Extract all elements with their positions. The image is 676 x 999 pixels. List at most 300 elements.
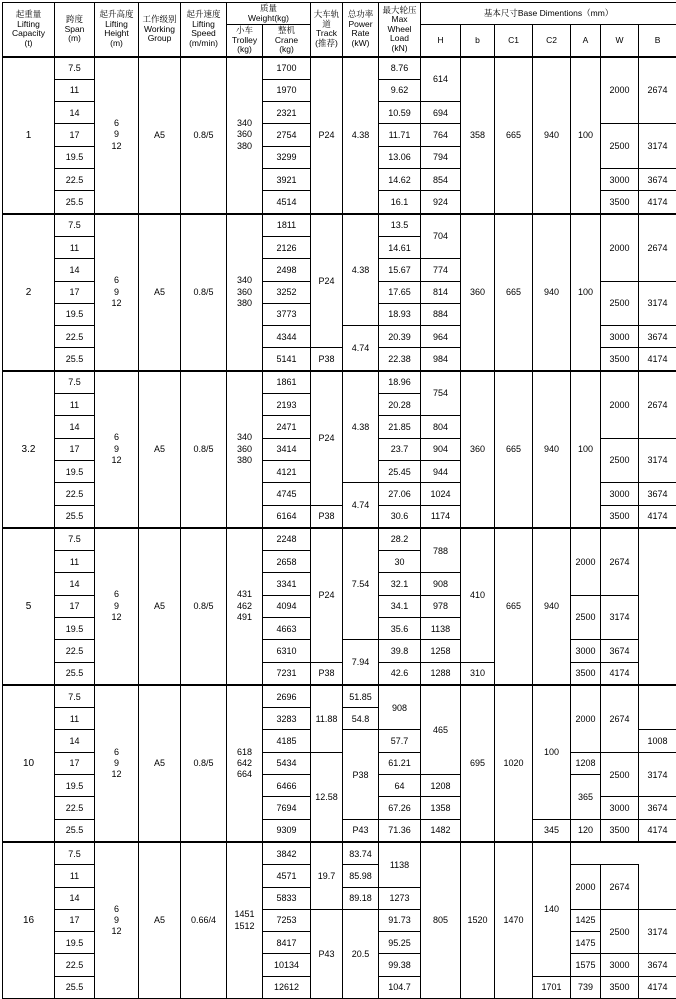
cell-working-group: A5 (139, 57, 181, 214)
header-lifting-capacity: 起重量 Lifting Capacity (t) (3, 3, 55, 57)
cell-dim-W: 3000 (601, 169, 639, 191)
cell-span: 7.5 (55, 528, 95, 551)
cell-max-wheel-load: 20.39 (379, 326, 421, 348)
cell-crane-weight: 10134 (263, 954, 311, 976)
cell-max-wheel-load: 57.7 (379, 730, 421, 752)
cell-dim-H: 1358 (421, 797, 461, 819)
cell-crane-weight: 2754 (263, 124, 311, 146)
cell-dim-C2: 940 (533, 371, 571, 528)
cell-dim-b: 739 (571, 976, 601, 998)
cell-lifting-speed: 0.8/5 (181, 685, 227, 842)
cell-track: P24 (311, 57, 343, 214)
cell-dim-B: 2674 (601, 865, 639, 910)
cell-crane-weight: 3773 (263, 303, 311, 325)
header-lifting-speed: 起升速度 Lifting Speed (m/min) (181, 3, 227, 57)
cell-dim-A: 100 (533, 685, 571, 819)
cell-lifting-height: 6 9 12 (95, 842, 139, 999)
cell-dim-W: 2000 (601, 371, 639, 438)
header-trolley-weight: 小车 Trolley (kg) (227, 25, 263, 57)
cell-crane-weight: 4121 (263, 460, 311, 482)
cell-dim-H: 908 (421, 573, 461, 595)
cell-crane-weight: 4571 (263, 865, 311, 887)
cell-span: 19.5 (55, 460, 95, 482)
cell-dim-B: 3674 (601, 640, 639, 662)
header-dim-b: b (461, 25, 495, 57)
cell-lifting-capacity: 16 (3, 842, 55, 999)
cell-track: P38 (343, 730, 379, 819)
cell-max-wheel-load: 34.1 (379, 595, 421, 617)
cell-dim-A: 100 (571, 371, 601, 528)
cell-track: P43 (311, 909, 343, 998)
cell-span: 11 (55, 394, 95, 416)
cell-crane-weight: 3283 (263, 708, 311, 730)
cell-max-wheel-load: 28.2 (379, 528, 421, 551)
cell-power-rate: 4.38 (343, 371, 379, 483)
cell-span: 25.5 (55, 819, 95, 842)
cell-lifting-capacity: 1 (3, 57, 55, 214)
cell-dim-C1: 665 (495, 214, 533, 371)
cell-dim-b: 365 (571, 775, 601, 820)
header-row-1 (3, 3, 676, 25)
header-dim-A: A (571, 25, 601, 57)
cell-crane-weight: 4514 (263, 191, 311, 214)
cell-trolley-weight: 618 642 664 (227, 685, 263, 842)
cell-power-rate: 7.94 (343, 640, 379, 685)
cell-max-wheel-load: 15.67 (379, 259, 421, 281)
cell-power-rate: 19.7 (311, 842, 343, 909)
cell-dim-H: 704 (421, 214, 461, 259)
cell-crane-weight: 12612 (263, 976, 311, 998)
cell-dim-B: 2674 (639, 214, 676, 281)
cell-dim-C1: 695 (461, 685, 495, 842)
cell-span: 17 (55, 752, 95, 774)
cell-crane-weight: 2658 (263, 551, 311, 573)
cell-dim-B: 3674 (639, 483, 676, 505)
cell-dim-H: 854 (421, 169, 461, 191)
cell-dim-W: 2500 (601, 909, 639, 954)
cell-max-wheel-load: 35.6 (379, 618, 421, 640)
cell-span: 19.5 (55, 932, 95, 954)
header-span: 跨度 Span (m) (55, 3, 95, 57)
cell-trolley-weight: 340 360 380 (227, 214, 263, 371)
cell-span: 14 (55, 887, 95, 909)
cell-crane-weight: 1700 (263, 57, 311, 80)
cell-max-wheel-load: 99.38 (379, 954, 421, 976)
cell-dim-C2: 940 (533, 528, 571, 685)
header-dim-C1: C1 (495, 25, 533, 57)
cell-span: 7.5 (55, 371, 95, 394)
cell-dim-W: 3500 (571, 662, 601, 685)
cell-dim-B: 3174 (601, 595, 639, 640)
cell-span: 17 (55, 281, 95, 303)
cell-power-rate: 4.38 (343, 57, 379, 214)
cell-crane-weight: 3299 (263, 146, 311, 168)
cell-max-wheel-load: 91.73 (379, 909, 421, 931)
cell-span: 17 (55, 124, 95, 146)
cell-power-rate: 12.58 (311, 752, 343, 842)
cell-dim-B: 4174 (639, 191, 676, 214)
cell-crane-weight: 4745 (263, 483, 311, 505)
cell-max-wheel-load: 9.62 (379, 79, 421, 101)
cell-crane-weight: 1811 (263, 214, 311, 237)
header-dim-W: W (601, 25, 639, 57)
cell-dim-B: 3174 (639, 124, 676, 169)
cell-dim-W: 3500 (601, 505, 639, 528)
cell-crane-weight: 1861 (263, 371, 311, 394)
cell-dim-H: 1208 (571, 752, 601, 774)
cell-dim-C2: 940 (533, 214, 571, 371)
cell-max-wheel-load: 30.6 (379, 505, 421, 528)
cell-span: 7.5 (55, 57, 95, 80)
header-crane-weight: 整机 Crane (kg) (263, 25, 311, 57)
cell-span: 19.5 (55, 618, 95, 640)
cell-crane-weight: 2248 (263, 528, 311, 551)
cell-lifting-capacity: 10 (3, 685, 55, 842)
cell-dim-b: 358 (461, 57, 495, 214)
cell-dim-H: 814 (421, 281, 461, 303)
cell-dim-H: 1273 (379, 887, 421, 909)
cell-track: P24 (311, 214, 343, 348)
cell-lifting-speed: 0.8/5 (181, 214, 227, 371)
cell-dim-H: 964 (421, 326, 461, 348)
cell-max-wheel-load: 64 (379, 775, 421, 797)
cell-trolley-weight: 340 360 380 (227, 57, 263, 214)
cell-dim-H: 908 (379, 685, 421, 730)
cell-crane-weight: 4185 (263, 730, 311, 752)
cell-dim-B: 4174 (639, 819, 676, 842)
cell-dim-H: 764 (421, 124, 461, 146)
cell-dim-H: 904 (421, 438, 461, 460)
cell-crane-weight: 6466 (263, 775, 311, 797)
cell-crane-weight: 5833 (263, 887, 311, 909)
cell-lifting-speed: 0.8/5 (181, 528, 227, 685)
cell-max-wheel-load: 13.06 (379, 146, 421, 168)
table-row (3, 57, 676, 80)
cell-span: 14 (55, 102, 95, 124)
table-row (3, 842, 676, 865)
cell-working-group: A5 (139, 528, 181, 685)
cell-crane-weight: 6310 (263, 640, 311, 662)
cell-span: 17 (55, 595, 95, 617)
cell-max-wheel-load: 23.7 (379, 438, 421, 460)
cell-dim-H: 788 (421, 528, 461, 573)
cell-dim-H: 754 (421, 371, 461, 416)
cell-lifting-speed: 0.8/5 (181, 371, 227, 528)
cell-dim-H: 694 (421, 102, 461, 124)
cell-span: 25.5 (55, 191, 95, 214)
cell-dim-C1: 665 (495, 528, 533, 685)
cell-max-wheel-load: 22.38 (379, 348, 421, 371)
cell-crane-weight: 3842 (263, 842, 311, 865)
cell-span: 22.5 (55, 326, 95, 348)
cell-dim-W: 2500 (601, 438, 639, 483)
table-row (3, 528, 676, 551)
cell-max-wheel-load: 21.85 (379, 416, 421, 438)
cell-dim-B: 3674 (639, 169, 676, 191)
cell-dim-B: 2674 (601, 528, 639, 595)
cell-span: 14 (55, 573, 95, 595)
cell-track: P24 (311, 528, 343, 662)
cell-span: 19.5 (55, 775, 95, 797)
cell-crane-weight: 2696 (263, 685, 311, 708)
cell-max-wheel-load: 16.1 (379, 191, 421, 214)
cell-dim-C2: 1020 (495, 685, 533, 842)
cell-crane-weight: 5141 (263, 348, 311, 371)
cell-track: P38 (311, 505, 343, 528)
cell-dim-W: 3500 (601, 819, 639, 842)
cell-crane-weight: 2471 (263, 416, 311, 438)
cell-track: P24 (311, 371, 343, 505)
cell-power-rate: 11.88 (311, 685, 343, 752)
cell-dim-H: 774 (421, 259, 461, 281)
cell-dim-H: 944 (421, 460, 461, 482)
cell-crane-weight: 4344 (263, 326, 311, 348)
header-max-wheel-load: 最大轮压 Max Wheel Load (kN) (379, 3, 421, 57)
cell-max-wheel-load: 71.36 (379, 819, 421, 842)
cell-crane-weight: 3921 (263, 169, 311, 191)
cell-dim-H: 614 (421, 57, 461, 102)
cell-dim-H: 1024 (421, 483, 461, 505)
cell-max-wheel-load: 10.59 (379, 102, 421, 124)
cell-crane-weight: 6164 (263, 505, 311, 528)
cell-span: 25.5 (55, 348, 95, 371)
cell-crane-weight: 2498 (263, 259, 311, 281)
cell-crane-weight: 5434 (263, 752, 311, 774)
cell-lifting-height: 6 9 12 (95, 371, 139, 528)
cell-dim-B: 3174 (639, 281, 676, 326)
cell-working-group: A5 (139, 685, 181, 842)
cell-lifting-height: 6 9 12 (95, 214, 139, 371)
cell-dim-b: 465 (421, 685, 461, 775)
cell-dim-H: 1208 (421, 775, 461, 797)
cell-dim-W: 2000 (571, 528, 601, 595)
cell-max-wheel-load: 18.96 (379, 371, 421, 394)
cell-dim-H: 1174 (421, 505, 461, 528)
cell-crane-weight: 7231 (263, 662, 311, 685)
header-dim-C2: C2 (533, 25, 571, 57)
cell-dim-H: 884 (421, 303, 461, 325)
cell-power-rate: 20.5 (343, 909, 379, 998)
cell-dim-H: 984 (421, 348, 461, 371)
cell-span: 7.5 (55, 842, 95, 865)
cell-dim-A: 120 (571, 819, 601, 842)
cell-dim-B: 2674 (639, 371, 676, 438)
cell-span: 7.5 (55, 214, 95, 237)
cell-dim-B: 3674 (639, 954, 676, 976)
table-row (3, 685, 676, 708)
cell-dim-B: 3174 (639, 438, 676, 483)
cell-lifting-speed: 0.66/4 (181, 842, 227, 999)
table-row (3, 214, 676, 237)
cell-dim-b: 310 (461, 662, 495, 685)
cell-dim-W: 2500 (601, 752, 639, 797)
cell-max-wheel-load: 25.45 (379, 460, 421, 482)
cell-max-wheel-load: 8.76 (379, 57, 421, 80)
cell-dim-B: 4174 (639, 348, 676, 371)
cell-lifting-capacity: 5 (3, 528, 55, 685)
cell-dim-W: 2500 (601, 281, 639, 326)
cell-dim-B: 3674 (639, 797, 676, 819)
cell-power-rate: 4.74 (343, 483, 379, 528)
cell-dim-A: 100 (571, 214, 601, 371)
cell-working-group: A5 (139, 842, 181, 999)
cell-max-wheel-load: 32.1 (379, 573, 421, 595)
cell-span: 11 (55, 236, 95, 258)
cell-working-group: A5 (139, 371, 181, 528)
cell-dim-W: 2500 (571, 595, 601, 640)
cell-dim-A: 140 (533, 842, 571, 976)
cell-dim-H: 1425 (571, 909, 601, 931)
cell-max-wheel-load: 18.93 (379, 303, 421, 325)
cell-dim-H: 1701 (533, 976, 571, 998)
cell-dim-H: 1482 (421, 819, 461, 842)
cell-trolley-weight: 431 462 491 (227, 528, 263, 685)
header-lifting-height: 起升高度 Lifting Height (m) (95, 3, 139, 57)
cell-max-wheel-load: 14.61 (379, 236, 421, 258)
cell-crane-weight: 2321 (263, 102, 311, 124)
cell-dim-C1: 665 (495, 371, 533, 528)
cell-dim-H: 1008 (639, 730, 676, 752)
cell-dim-H: 804 (421, 416, 461, 438)
cell-dim-B: 4174 (639, 505, 676, 528)
cell-dim-W: 3500 (601, 191, 639, 214)
cell-crane-weight: 2126 (263, 236, 311, 258)
cell-lifting-capacity: 2 (3, 214, 55, 371)
cell-track: P43 (343, 819, 379, 842)
cell-span: 25.5 (55, 505, 95, 528)
cell-dim-H: 1288 (421, 662, 461, 685)
table-body (3, 57, 676, 999)
cell-span: 22.5 (55, 954, 95, 976)
cell-span: 25.5 (55, 976, 95, 998)
cell-max-wheel-load: 14.62 (379, 169, 421, 191)
cell-span: 19.5 (55, 146, 95, 168)
cell-dim-B: 2674 (601, 685, 639, 752)
cell-dim-H: 978 (421, 595, 461, 617)
cell-span: 22.5 (55, 797, 95, 819)
cell-max-wheel-load: 104.7 (379, 976, 421, 998)
cell-span: 11 (55, 79, 95, 101)
cell-dim-C2: 1470 (495, 842, 533, 999)
cell-dim-W: 2000 (601, 214, 639, 281)
cell-span: 7.5 (55, 685, 95, 708)
cell-dim-W: 2500 (601, 124, 639, 169)
cell-lifting-height: 6 9 12 (95, 57, 139, 214)
cell-crane-weight: 4663 (263, 618, 311, 640)
cell-dim-C1: 1520 (461, 842, 495, 999)
cell-max-wheel-load: 54.8 (343, 708, 379, 730)
cell-dim-H: 1138 (421, 618, 461, 640)
cell-crane-weight: 3252 (263, 281, 311, 303)
cell-dim-W: 3500 (601, 976, 639, 998)
header-power-rate: 总功率 Power Rate (kW) (343, 3, 379, 57)
cell-dim-W: 2000 (601, 57, 639, 124)
cell-crane-weight: 7694 (263, 797, 311, 819)
cell-span: 17 (55, 438, 95, 460)
cell-max-wheel-load: 83.74 (343, 842, 379, 865)
cell-dim-H: 794 (421, 146, 461, 168)
cell-dim-B: 3174 (639, 909, 676, 954)
cell-dim-W: 3500 (601, 348, 639, 371)
cell-span: 14 (55, 259, 95, 281)
cell-power-rate: 4.74 (343, 326, 379, 371)
cell-max-wheel-load: 85.98 (343, 865, 379, 887)
cell-span: 17 (55, 909, 95, 931)
cell-dim-B: 3174 (639, 752, 676, 797)
cell-dim-H: 1575 (571, 954, 601, 976)
cell-crane-weight: 8417 (263, 932, 311, 954)
header-track: 大车轨道 Track (推荐) (311, 3, 343, 57)
cell-span: 19.5 (55, 303, 95, 325)
cell-crane-weight: 4094 (263, 595, 311, 617)
cell-span: 14 (55, 416, 95, 438)
cell-span: 11 (55, 865, 95, 887)
table-row (3, 371, 676, 394)
cell-dim-C1: 665 (495, 57, 533, 214)
cell-dim-H: 1475 (571, 932, 601, 954)
cell-dim-b: 360 (461, 371, 495, 528)
cell-dim-b: 410 (461, 528, 495, 662)
spec-table-page (0, 2, 676, 898)
cell-span: 14 (55, 730, 95, 752)
cell-max-wheel-load: 95.25 (379, 932, 421, 954)
header-base-dimensions: 基本尺寸Base Dimentions（mm） (421, 3, 676, 25)
cell-crane-weight: 3341 (263, 573, 311, 595)
cell-dim-b: 360 (461, 214, 495, 371)
cell-max-wheel-load: 39.8 (379, 640, 421, 662)
crane-specification-table (2, 2, 676, 999)
cell-span: 22.5 (55, 169, 95, 191)
cell-crane-weight: 3414 (263, 438, 311, 460)
cell-dim-H: 1138 (379, 842, 421, 887)
cell-crane-weight: 9309 (263, 819, 311, 842)
cell-power-rate: 4.38 (343, 214, 379, 326)
cell-crane-weight: 7253 (263, 909, 311, 931)
cell-max-wheel-load: 17.65 (379, 281, 421, 303)
cell-trolley-weight: 340 360 380 (227, 371, 263, 528)
cell-dim-B: 4174 (601, 662, 639, 685)
cell-span: 22.5 (55, 483, 95, 505)
cell-dim-C2: 940 (533, 57, 571, 214)
cell-dim-b: 345 (533, 819, 571, 842)
cell-dim-W: 3000 (601, 954, 639, 976)
header-dim-B: B (639, 25, 676, 57)
cell-max-wheel-load: 61.21 (379, 752, 421, 774)
cell-dim-H: 1258 (421, 640, 461, 662)
cell-dim-W: 3000 (601, 326, 639, 348)
cell-max-wheel-load: 51.85 (343, 685, 379, 708)
cell-span: 11 (55, 551, 95, 573)
cell-lifting-height: 6 9 12 (95, 528, 139, 685)
cell-dim-W: 3000 (601, 483, 639, 505)
cell-dim-W: 3000 (571, 640, 601, 662)
cell-max-wheel-load: 42.6 (379, 662, 421, 685)
cell-trolley-weight: 1451 1512 (227, 842, 263, 999)
cell-dim-B: 3674 (639, 326, 676, 348)
cell-dim-W: 2000 (571, 685, 601, 752)
cell-span: 11 (55, 708, 95, 730)
header-dim-H: H (421, 25, 461, 57)
header-weight: 质量 Weight(kg) (227, 3, 311, 25)
cell-span: 22.5 (55, 640, 95, 662)
cell-max-wheel-load: 67.26 (379, 797, 421, 819)
cell-lifting-speed: 0.8/5 (181, 57, 227, 214)
cell-dim-b: 805 (421, 842, 461, 999)
cell-crane-weight: 1970 (263, 79, 311, 101)
cell-max-wheel-load: 13.5 (379, 214, 421, 237)
cell-max-wheel-load: 89.18 (343, 887, 379, 909)
cell-lifting-capacity: 3.2 (3, 371, 55, 528)
